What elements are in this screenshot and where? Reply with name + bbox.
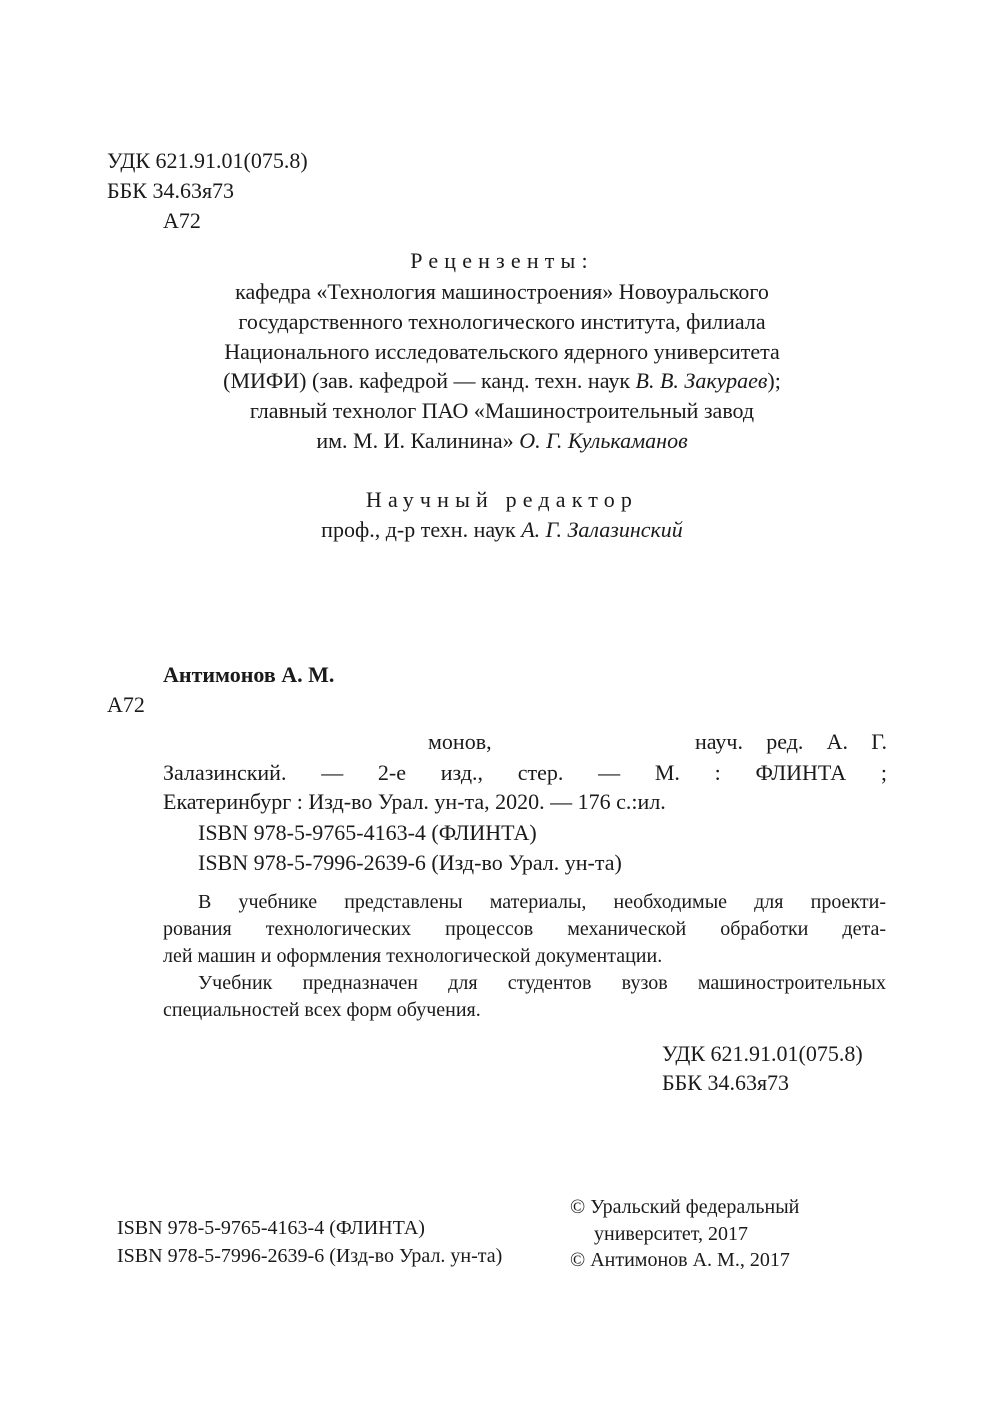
reviewers-line-1: кафедра «Технология машиностроения» Новоуральского <box>235 279 769 304</box>
classification-udk: УДК 621.91.01(075.8) <box>662 1041 863 1066</box>
copyright-university: © Уральский федеральный <box>570 1196 800 1218</box>
catalog-isbn-1: ISBN 978-5-9765-4163-4 (ФЛИНТА) <box>198 820 537 845</box>
annotation-p1-line-2: рования технологических процессов механической обработки дета- <box>163 918 886 940</box>
classification-bbk: ББК 34.63я73 <box>662 1070 790 1095</box>
catalog-isbn-2: ISBN 978-5-7996-2639-6 (Изд-во Урал. ун-та) <box>198 850 622 875</box>
copyright-university-year: университет, 2017 <box>594 1223 749 1245</box>
catalog-line-1a: монов, <box>428 729 492 754</box>
footer-isbn-1: ISBN 978-5-9765-4163-4 (ФЛИНТА) <box>117 1217 425 1239</box>
catalog-line-2: Залазинский. — 2-е изд., стер. — М. : ФЛИНТА ; <box>163 760 887 785</box>
author-mark: А72 <box>163 208 201 233</box>
editor-title: проф., д-р техн. наук <box>321 517 522 542</box>
reviewers-line-4-end: ); <box>767 368 781 393</box>
footer-isbn-2: ISBN 978-5-7996-2639-6 (Изд-во Урал. ун-та) <box>117 1245 503 1267</box>
editor-line <box>0 517 1004 543</box>
copyright-author: © Антимонов А. М., 2017 <box>570 1249 790 1271</box>
reviewer-name-2: О. Г. Кулькаманов <box>519 428 688 453</box>
reviewers-line-6-text: им. М. И. Калинина» <box>316 428 520 453</box>
reviewers-line-4 <box>0 368 1004 394</box>
annotation-p1-line-3: лей машин и оформления технологической документации. <box>163 945 663 967</box>
reviewers-line-2: государственного технологического института, филиала <box>238 309 766 334</box>
reviewers-line-6 <box>0 428 1004 454</box>
bbk-code: ББК 34.63я73 <box>107 178 235 203</box>
reviewers-heading: Рецензенты: <box>410 248 594 273</box>
catalog-line-1b: науч. ред. А. Г. <box>695 729 887 754</box>
annotation-p2-line-1: Учебник предназначен для студентов вузов машиностроительных <box>198 972 886 994</box>
annotation-p2-line-2: специальностей всех форм обучения. <box>163 999 481 1021</box>
catalog-author <box>163 662 334 688</box>
catalog-code: А72 <box>107 692 145 717</box>
editor-name: А. Г. Залазинский <box>521 517 683 542</box>
annotation-p1-line-1: В учебнике представлены материалы, необходимые для проекти- <box>198 891 886 913</box>
reviewer-name-1: В. В. Закураев <box>635 368 768 393</box>
reviewers-line-5: главный технолог ПАО «Машиностроительный завод <box>249 398 755 423</box>
udk-code: УДК 621.91.01(075.8) <box>107 148 308 173</box>
editor-heading: Научный редактор <box>365 487 639 512</box>
catalog-line-3: Екатеринбург : Изд-во Урал. ун-та, 2020. — 176 с.:ил. <box>163 789 666 814</box>
reviewers-line-3: Национального исследовательского ядерного университета <box>224 339 780 364</box>
catalog-author-name: Антимонов А. М. <box>163 662 335 687</box>
reviewers-line-4-text: (МИФИ) (зав. кафедрой — канд. техн. наук <box>223 368 636 393</box>
